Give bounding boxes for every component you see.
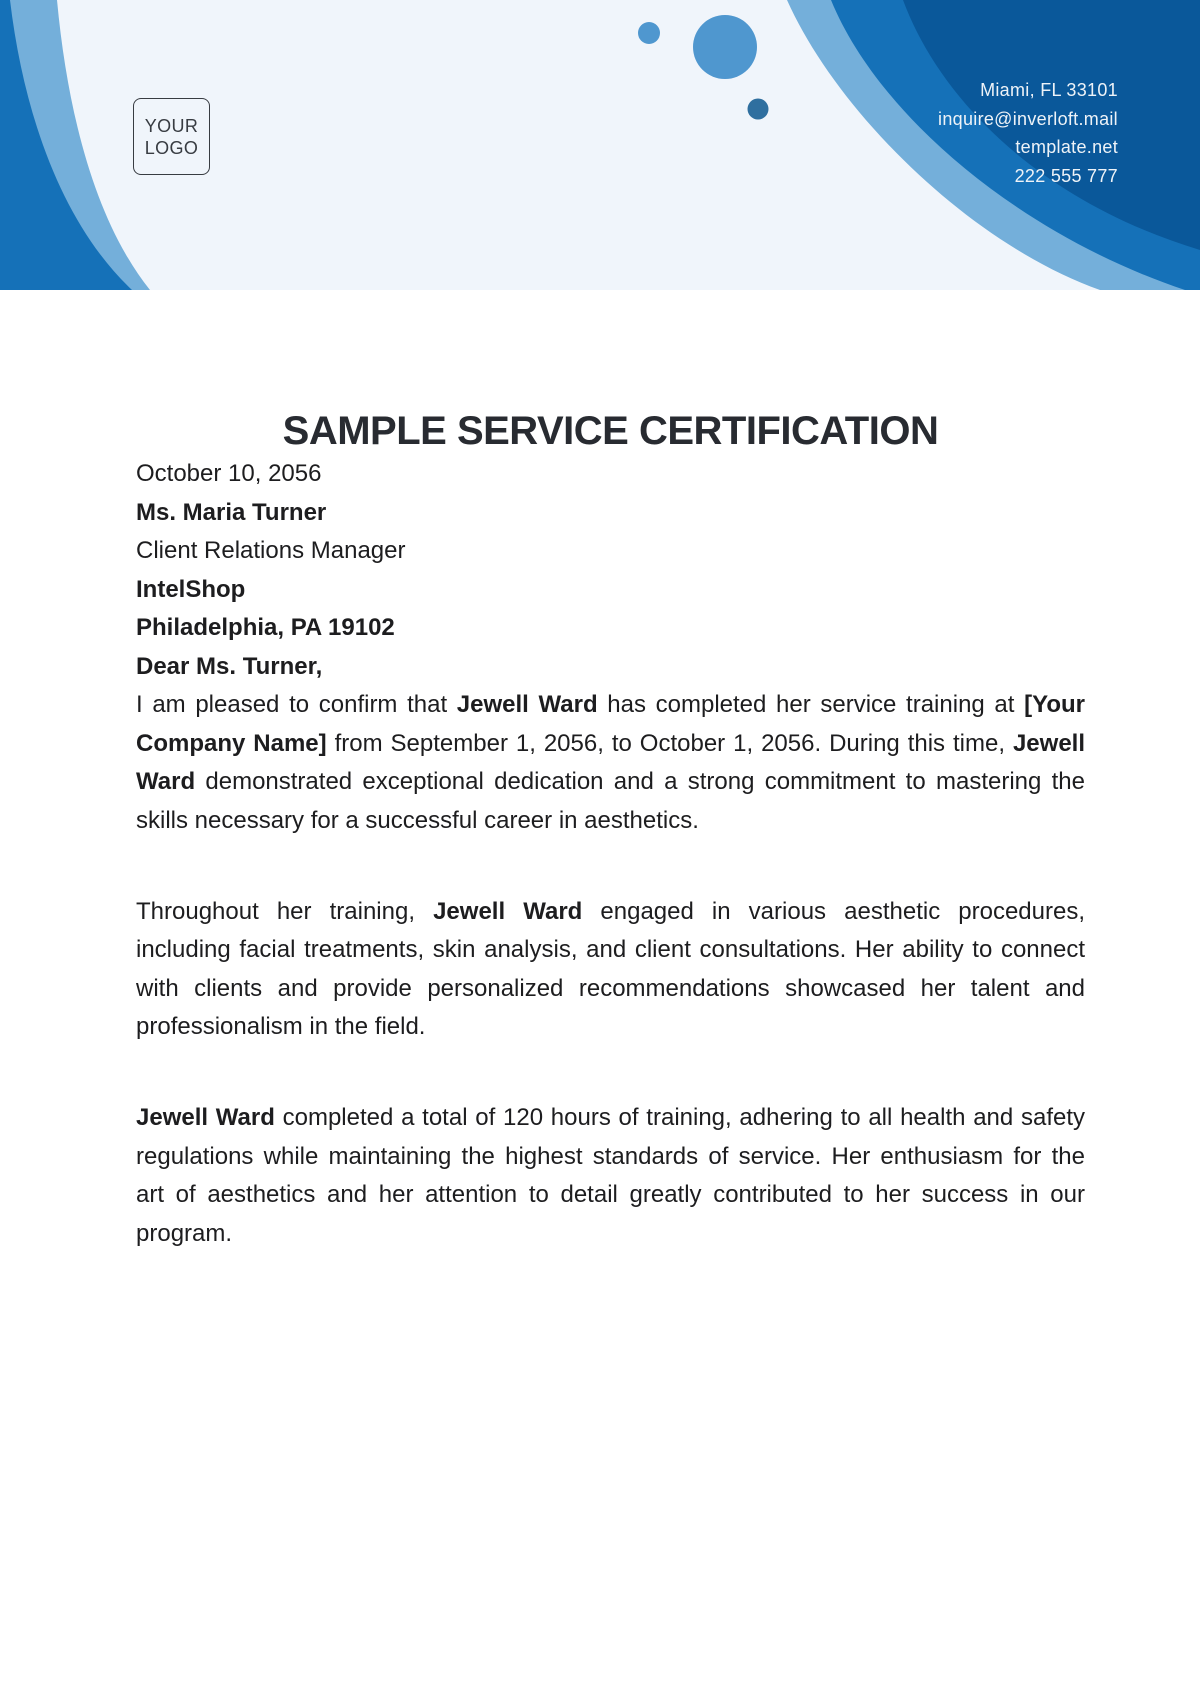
paragraph-2	[136, 893, 1085, 1047]
letter-body	[0, 407, 1200, 1253]
contact-line-phone: 222 555 777	[1014, 165, 1118, 186]
letter-date: October 10, 2056	[136, 460, 322, 487]
salutation: Dear Ms. Turner,	[136, 652, 323, 680]
paragraph-line: I am pleased to confirm that Jewell Ward has completed her service training at [Your	[136, 691, 1086, 718]
recipient-name: Ms. Maria Turner	[136, 498, 327, 526]
paragraph-line: professionalism in the field.	[136, 1013, 426, 1040]
contact-line-city: Miami, FL 33101	[980, 80, 1118, 100]
logo	[133, 98, 210, 175]
paragraph-line: Company Name] from September 1, 2056, to October 1, 2056. During this time, Jewell	[136, 729, 1085, 757]
decor-circle-small	[638, 22, 660, 44]
recipient-company: IntelShop	[136, 575, 246, 603]
recipient-block	[136, 494, 1085, 648]
recipient-address: Philadelphia, PA 19102	[136, 614, 395, 641]
paragraph-3	[136, 1099, 1085, 1253]
contact-line-email: inquire@inverloft.mail	[938, 108, 1118, 129]
contact-line-website: template.net	[1015, 137, 1118, 157]
paragraph-line: skills necessary for a successful career in aesthetics.	[136, 806, 699, 834]
decor-circle-dark	[748, 99, 769, 120]
paragraph-line: program.	[136, 1219, 233, 1247]
letter-title: SAMPLE SERVICE CERTIFICATION	[282, 409, 939, 453]
recipient-title: Client Relations Manager	[136, 537, 406, 564]
letterhead	[0, 0, 1200, 290]
paragraph-line: Throughout her training, Jewell Ward engaged in various aesthetic procedures,	[136, 897, 1086, 925]
logo-text-line1: YOUR	[144, 115, 199, 136]
contact-info	[938, 76, 1118, 190]
paragraph-1	[136, 686, 1085, 840]
paragraph-line: with clients and provide personalized recommendations showcased her talent and	[136, 974, 1085, 1002]
decor-circle-large	[693, 15, 757, 79]
logo-text-line2: LOGO	[144, 137, 199, 158]
paragraph-line: art of aesthetics and her attention to detail greatly contributed to her success in our	[136, 1181, 1085, 1208]
paragraph-line: including facial treatments, skin analysis, and client consultations. Her ability to connect	[136, 936, 1085, 963]
paragraph-line: regulations while maintaining the highest standards of service. Her enthusiasm for the	[136, 1142, 1085, 1170]
paragraph-line: Ward demonstrated exceptional dedication and a strong commitment to mastering the	[136, 768, 1085, 795]
paragraph-line: Jewell Ward completed a total of 120 hours of training, adhering to all health and safety	[136, 1104, 1085, 1131]
